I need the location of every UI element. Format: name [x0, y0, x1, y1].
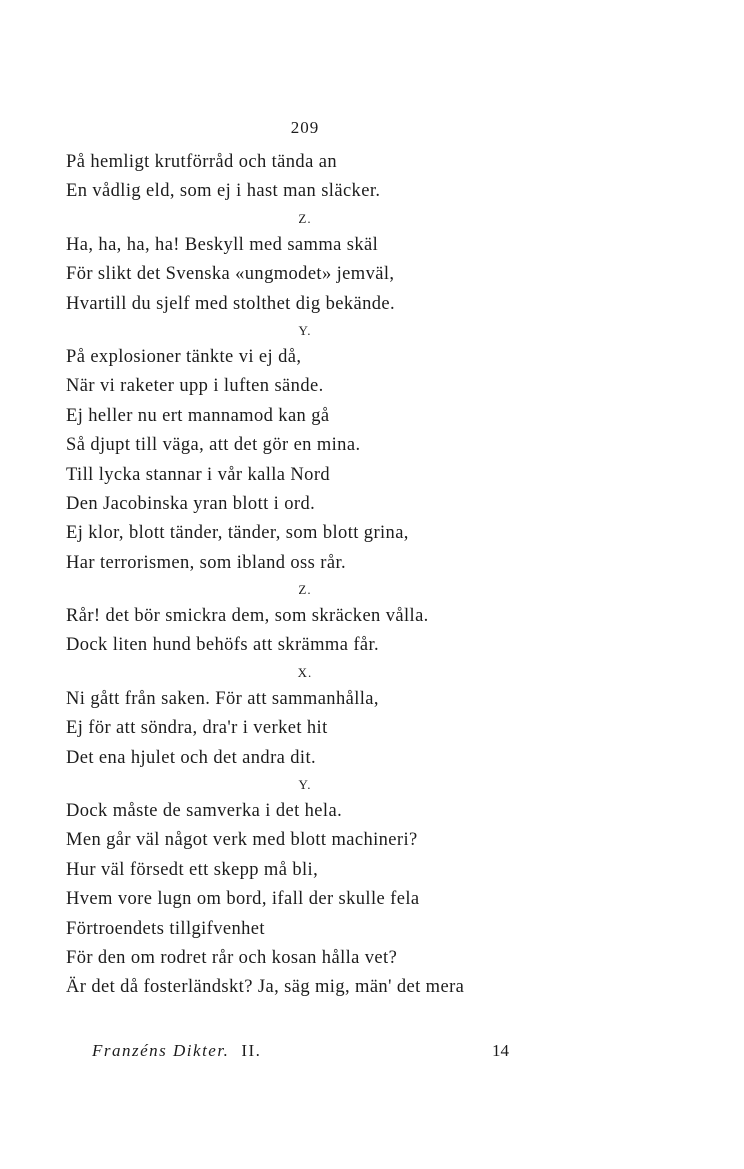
verse-line: Ni gått från saken. För att sammanhålla,: [66, 688, 379, 709]
verse-line: När vi raketer upp i luften sände.: [66, 376, 324, 397]
speaker-label: Y.: [298, 322, 312, 338]
verse-line: En vådlig eld, som ej i hast man släcker.: [66, 181, 381, 202]
verse-line: Så djupt till väga, att det gör en mina.: [66, 435, 361, 456]
verse-line: Hur väl försedt ett skepp må bli,: [66, 859, 319, 880]
verse-line: Rår! det bör smickra dem, som skräcken vålla.: [66, 606, 429, 627]
verse-line: Ej klor, blott tänder, tänder, som blott grina,: [66, 523, 409, 544]
footer-volume: II.: [241, 1041, 262, 1060]
verse-line: För slikt det Svenska «ungmodet» jemväl,: [66, 264, 395, 285]
verse-line: Dock liten hund behöfs att skrämma får.: [66, 635, 380, 656]
verse-line: Hvartill du sjelf med stolthet dig bekände.: [66, 293, 396, 314]
verse-line: Den Jacobinska yran blott i ord.: [66, 493, 316, 514]
verse-line: Är det då fosterländskt? Ja, säg mig, män' det mera: [66, 977, 465, 998]
speaker-label: Z.: [298, 582, 312, 598]
footer-title: Franzéns Dikter.: [92, 1041, 230, 1060]
verse-line: Dock måste de samverka i det hela.: [66, 801, 343, 822]
verse-line: För den om rodret rår och kosan hålla vet?: [66, 947, 398, 968]
verse-line: Har terrorismen, som ibland oss rår.: [66, 552, 347, 573]
speaker-label: X.: [297, 664, 313, 680]
footer-signature: [92, 1041, 261, 1061]
verse-line: Förtroendets tillgifvenhet: [66, 918, 265, 939]
verse-line: Ha, ha, ha, ha! Beskyll med samma skäl: [66, 234, 379, 255]
poem-text: [66, 148, 566, 1003]
verse-line: Det ena hjulet och det andra dit.: [66, 747, 317, 768]
verse-line: Ej heller nu ert mannamod kan gå: [66, 405, 330, 426]
verse-line: På hemligt krutförråd och tända an: [66, 152, 337, 172]
verse-line: Ej för att söndra, dra'r i verket hit: [66, 718, 328, 739]
footer-sheet-number: 14: [492, 1041, 509, 1060]
verse-line: Hvem vore lugn om bord, ifall der skulle fela: [66, 889, 420, 910]
page-number: 209: [290, 118, 320, 137]
verse-line: På explosioner tänkte vi ej då,: [66, 346, 302, 367]
speaker-label: Z.: [298, 210, 312, 226]
speaker-label: Y.: [298, 777, 312, 793]
verse-line: Till lycka stannar i vår kalla Nord: [66, 464, 331, 485]
verse-line: Men går väl något verk med blott machineri?: [66, 830, 418, 851]
